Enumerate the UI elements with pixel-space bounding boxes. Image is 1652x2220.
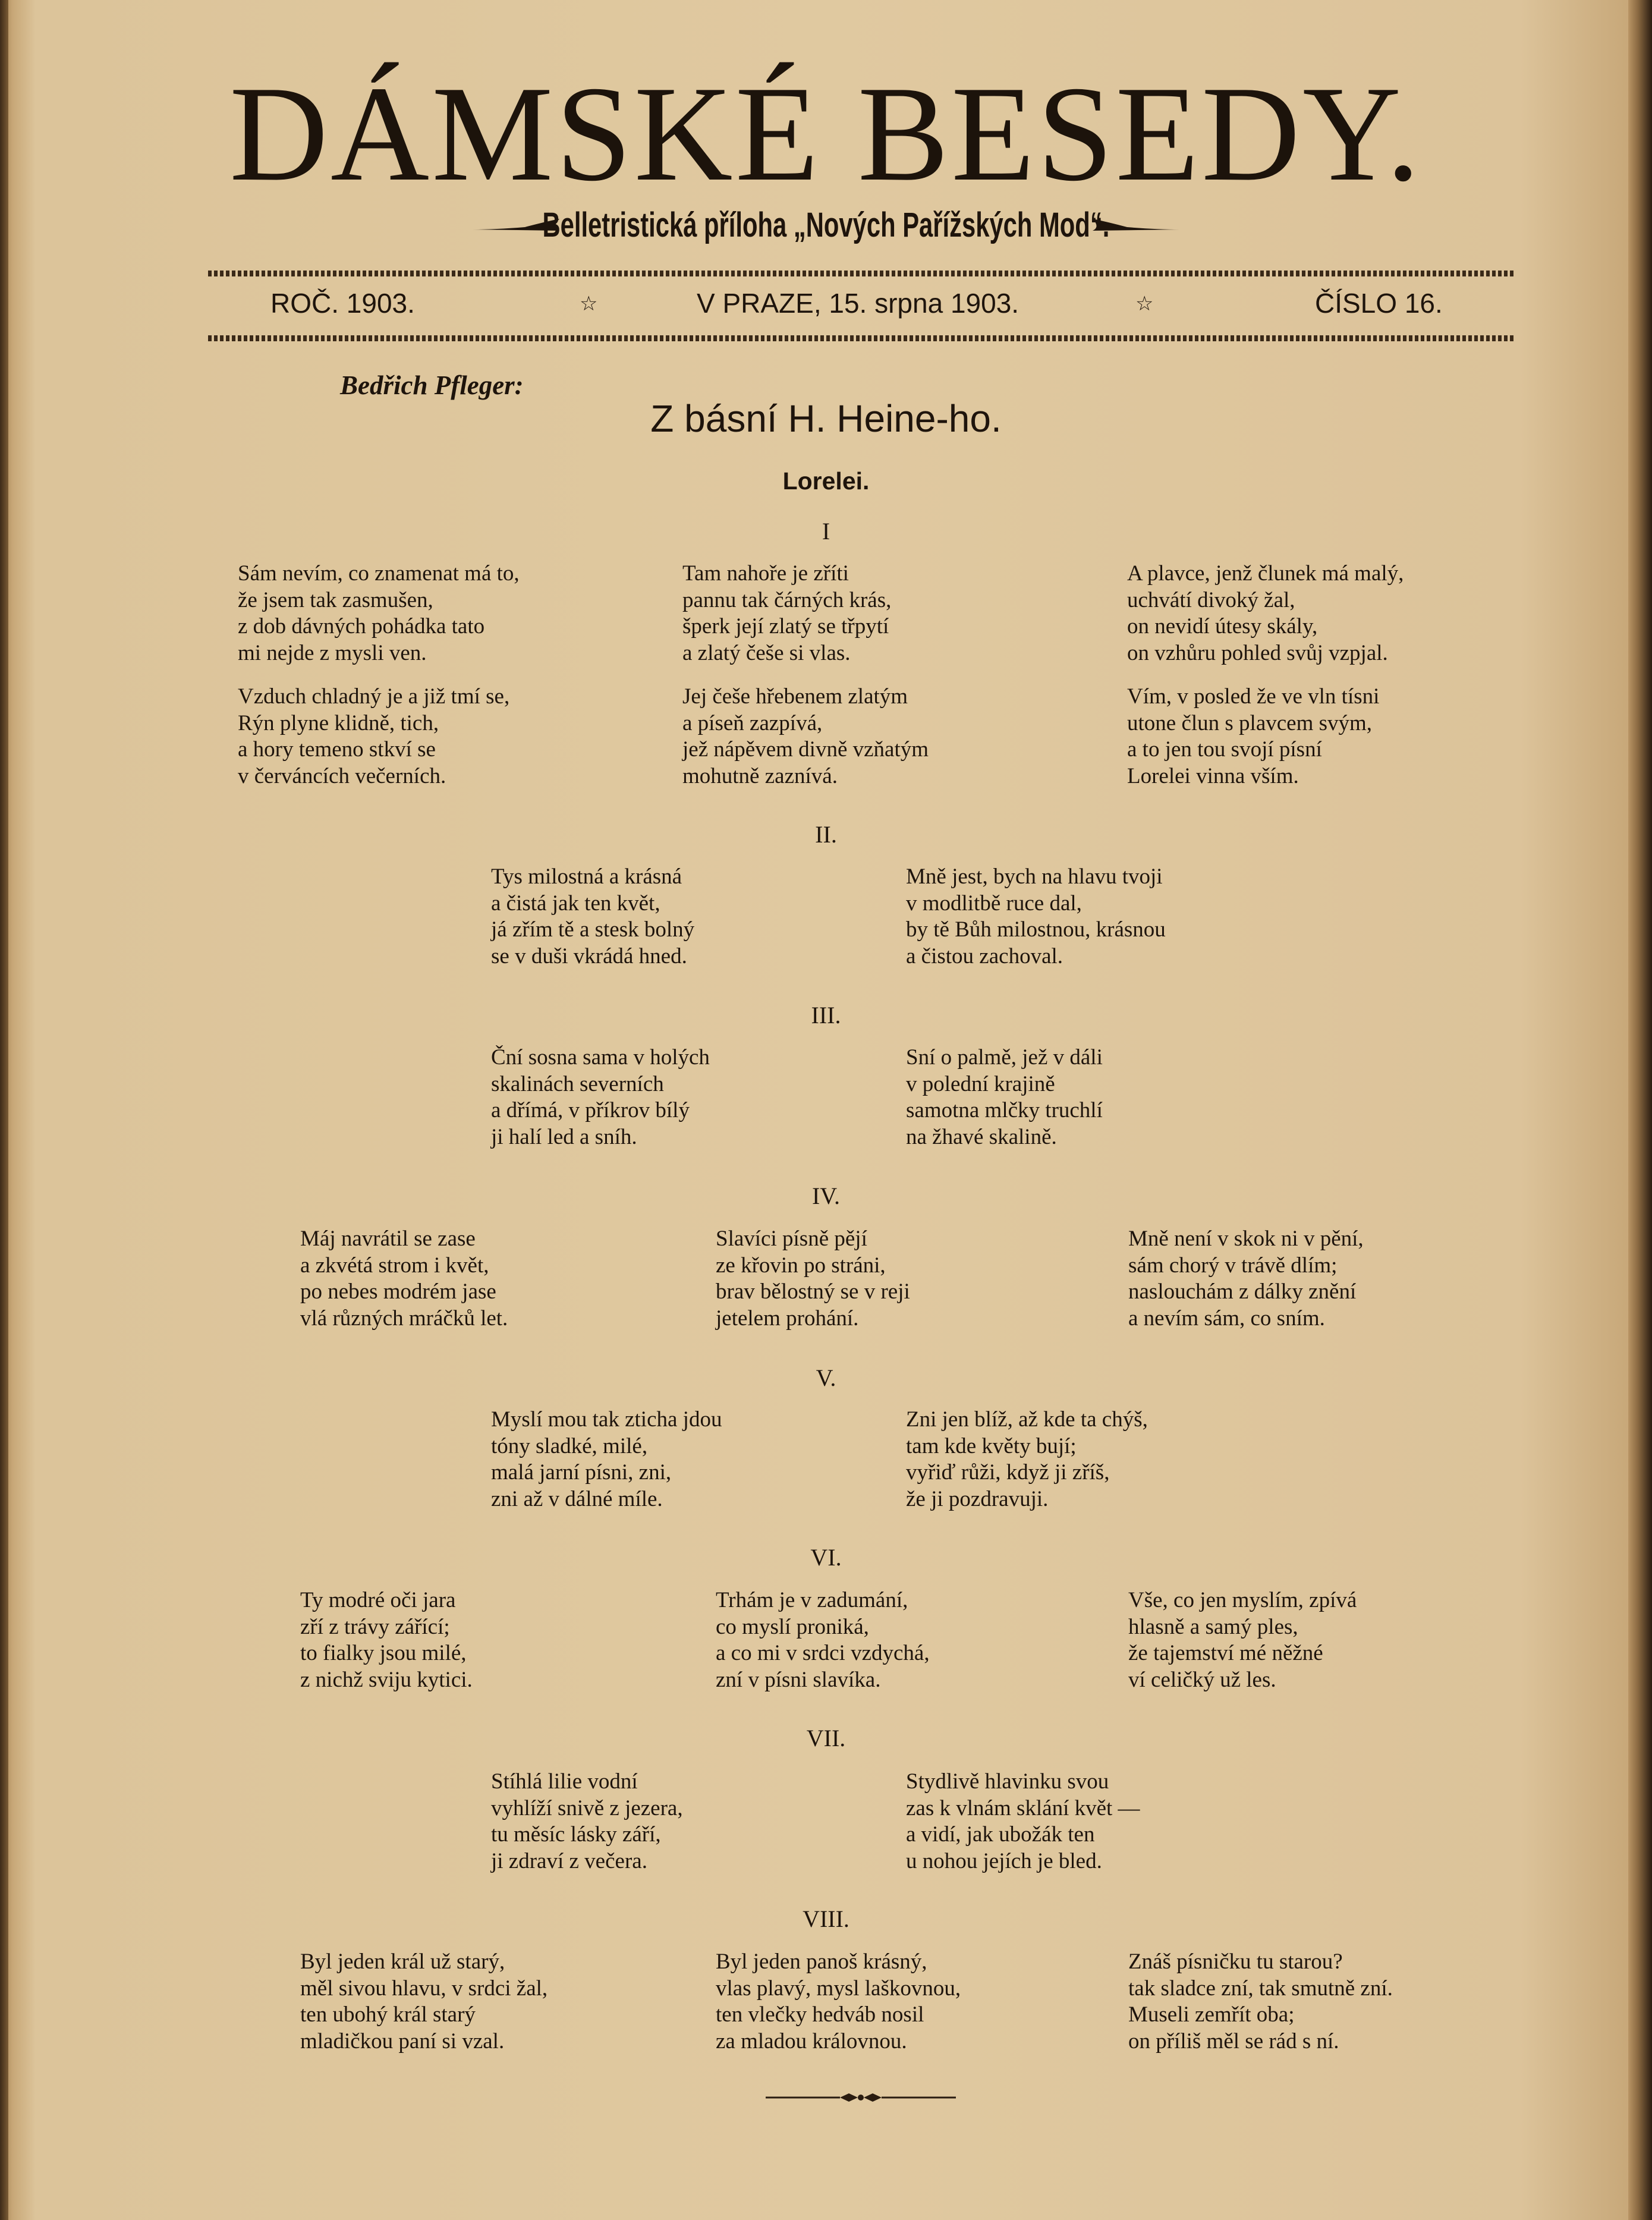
poem-title: Z básní H. Heine-ho. [650,397,1002,440]
section-numeral: IV. [811,1183,841,1209]
masthead-subtitle-row [0,205,1652,245]
section-numeral: VII. [806,1725,846,1752]
stanza: Trhám je v zadumání, co myslí proniká, a co mi v srdci vzdychá, zní v písni slavíka. [716,1588,930,1692]
poem-subtitle: Lorelei. [782,467,870,495]
stanza: Vím, v posled že ve vln tísni utone člun s plavcem svým, a to jen tou svojí písní Lorelei vinna vším. [1127,684,1380,788]
stanza: Jej češe hřebenem zlatým a píseň zazpívá, jež nápěvem divně vzňatým mohutně zaznívá. [682,684,929,788]
section-numeral: I [822,518,830,545]
stanza: Máj navrátil se zase a zkvétá strom i květ, po nebes modrém jase vlá různých mráčků let. [300,1227,508,1331]
stanza: Zni jen blíž, až kde ta chýš, tam kde květy bují; vyřiď růži, když ji zříš, že ji pozdravuji. [906,1407,1148,1511]
section-numeral: VIII. [803,1905,849,1932]
stanza: Ční sosna sama v holých skalinách severních a dřímá, v příkrov bílý ji halí led a sníh. [491,1045,710,1149]
stanza: Byl jeden král už starý, měl sivou hlavu, v srdci žal, ten ubohý král starý mladičkou paní si vzal. [300,1949,548,2054]
stanza: Tam nahoře je zříti pannu tak čárných krás, šperk její zlatý se třpytí a zlatý češe si vlas. [682,561,892,665]
stanza: Ty modré oči jara zří z trávy zářící; to fialky jsou milé, z nichž sviju kytici. [300,1588,473,1692]
issue-year: ROČ. 1903. [270,288,415,319]
page-edge [1628,0,1652,2220]
stanza: Stydlivě hlavinku svou zas k vlnám sklání květ — a vidí, jak ubožák ten u nohou jejích je bled. [906,1769,1140,1873]
author-byline: Bedřich Pfleger: [340,370,524,400]
stanza: Byl jeden panoš krásný, vlas plavý, mysl laškovnou, ten vlečky hedváb nosil za mladou královnou. [716,1949,961,2054]
stanza: Stíhlá lilie vodní vyhlíží snivě z jezera, tu měsíc lásky září, ji zdraví z večera. [491,1769,683,1873]
issue-number: ČÍSLO 16. [1315,288,1443,319]
stanza: Myslí mou tak zticha jdou tóny sladké, milé, malá jarní písni, zni, zni až v dálné míle. [491,1407,722,1511]
stanza: Sám nevím, co znamenat má to, že jsem tak zasmušen, z dob dávných pohádka tato mi nejde z mysli ven. [238,561,520,665]
stanza: A plavce, jenž člunek má malý, uchvátí divoký žal, on nevidí útesy skály, on vzhůru pohled svůj vzpjal. [1127,561,1404,665]
binding-spine [0,0,8,2220]
section-numeral: VI. [810,1544,842,1571]
stanza: Mně není v skok ni v pění, sám chorý v trávě dlím; naslouchám z dálky znění a nevím sám, co sním. [1128,1227,1364,1331]
header-rule-bottom [208,335,1516,341]
section-numeral: II. [815,821,837,848]
stanza: Slavíci písně pějí ze křovin po stráni, brav bělostný se v reji jetelem prohání. [716,1227,910,1331]
end-ornament-icon [766,2089,956,2106]
star-separator-icon: ☆ [580,293,598,315]
issue-place-date: V PRAZE, 15. srpna 1903. [697,288,1019,319]
stanza: Sní o palmě, jež v dáli v polední krajině samotna mlčky truchlí na žhavé skalině. [906,1045,1103,1149]
section-numeral: V. [816,1364,836,1391]
masthead-subtitle: Belletristická příloha „Nových Pařížských Mod“. [542,206,1110,244]
stanza: Tys milostná a krásná a čistá jak ten květ, já zřím tě a stesk bolný se v duši vkrádá hned. [491,864,695,969]
stanza: Mně jest, bych na hlavu tvoji v modlitbě ruce dal, by tě Bůh milostnou, krásnou a čistou zachoval. [906,864,1166,969]
stanza: Znáš písničku tu starou? tak sladce zní, tak smutně zní. Museli zemřít oba; on příliš měl se rád s ní. [1128,1949,1393,2054]
stanza: Vše, co jen myslím, zpívá hlasně a samý ples, že tajemství mé něžné ví celičký už les. [1128,1588,1357,1692]
stanza: Vzduch chladný je a již tmí se, Rýn plyne klidně, tich, a hory temeno stkví se v červáncích večerních. [238,684,510,788]
masthead-title: DÁMSKÉ BESEDY. [229,58,1423,209]
section-numeral: III. [811,1002,841,1029]
header-rule-top [208,271,1516,276]
star-separator-icon: ☆ [1135,293,1154,315]
